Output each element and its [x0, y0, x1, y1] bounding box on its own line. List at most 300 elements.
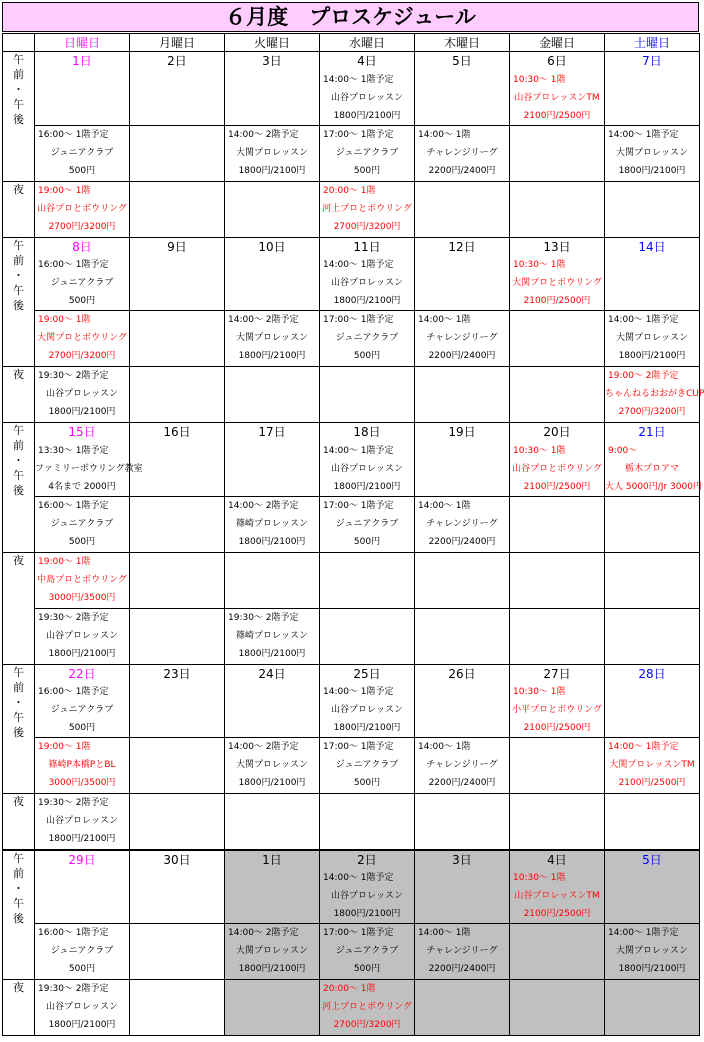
event-line-l1: 16:00～ 1階予定 — [38, 129, 109, 140]
event-line-l1: 14:00～ 2階予定 — [228, 500, 299, 511]
slot-cell — [35, 181, 130, 237]
event-entry — [35, 182, 129, 236]
date-cell: 21日 — [605, 423, 700, 442]
event-line-l2: 大関プロレッスンTM — [609, 760, 695, 770]
event-line-l1: 14:00～ 1階予定 — [323, 872, 394, 883]
event-line-l1: 14:00～ 1階 — [418, 927, 471, 938]
event-line-l2: 河上プロとボウリング — [322, 203, 412, 214]
event-line-l3: 2700円/3200円 — [48, 221, 116, 232]
slot-cell — [130, 923, 225, 979]
event-line-l1: 14:00～ 1階予定 — [323, 260, 394, 270]
date-cell: 2日 — [320, 850, 415, 869]
event-line-l3: 2200円/2400円 — [428, 778, 496, 788]
slot-cell — [130, 869, 225, 924]
date-cell: 13日 — [510, 237, 605, 256]
slot-cell — [605, 71, 700, 126]
slot-cell — [415, 71, 510, 126]
side-char: 後 — [13, 484, 24, 497]
event-line-l2: 山谷プロレッスン — [46, 1001, 118, 1012]
event-entry — [225, 126, 319, 180]
slot-cell — [415, 869, 510, 924]
side-char: 前 — [13, 866, 24, 880]
event-line-l2: チャレンジリーグ — [426, 945, 498, 956]
event-entry — [415, 126, 509, 180]
slot-cell — [225, 71, 320, 126]
event-entry — [35, 924, 129, 978]
event-line-l3: 1800円/2100円 — [238, 963, 306, 974]
side-label-night: 夜 — [3, 979, 35, 1035]
event-line-l2: 大関プロレッスン — [236, 760, 308, 770]
date-cell: 25日 — [320, 664, 415, 683]
side-char: 午 — [13, 896, 24, 910]
slot-cell — [510, 869, 605, 924]
event-line-l2: 大関プロレッスン — [236, 945, 308, 956]
slot-cell — [130, 71, 225, 126]
slot-cell — [35, 608, 130, 664]
event-line-l2: ジュニアクラブ — [335, 147, 399, 158]
event-line-l2: 山谷プロレッスン — [46, 816, 118, 826]
side-label-night: 夜 — [3, 794, 35, 850]
event-entry — [320, 311, 414, 365]
event-line-l1: 14:00～ 1階予定 — [323, 687, 394, 697]
date-cell: 20日 — [510, 423, 605, 442]
event-line-l1: 14:00～ 1階 — [418, 742, 471, 752]
side-label-am-pm — [3, 664, 35, 794]
event-entry — [35, 256, 129, 310]
event-line-l2: 大関プロレッスン — [616, 147, 688, 158]
event-line-l1: 10:30～ 1階 — [513, 872, 566, 883]
event-line-l3: 1800円/2100円 — [333, 110, 401, 121]
slot-cell — [510, 552, 605, 608]
slot-cell — [605, 794, 700, 850]
slot-cell — [225, 367, 320, 423]
event-entry — [35, 311, 129, 365]
event-entry — [605, 924, 699, 978]
slot-cell — [225, 869, 320, 924]
event-entry — [35, 794, 129, 848]
day-header: 日曜日 — [35, 34, 130, 52]
side-char: 後 — [13, 725, 24, 739]
day-header: 木曜日 — [415, 34, 510, 52]
slot-cell — [130, 311, 225, 367]
event-line-l2: 山谷プロレッスン — [331, 463, 403, 474]
side-char: 午 — [13, 283, 24, 297]
slot-cell — [320, 71, 415, 126]
slot-cell — [510, 367, 605, 423]
event-line-l2: ファミリーボウリング教室 — [35, 463, 143, 474]
slot-cell — [225, 794, 320, 850]
event-line-l3: 1800円/2100円 — [618, 165, 686, 176]
event-entry — [225, 609, 319, 663]
event-line-l3: 500円 — [68, 723, 96, 733]
date-cell: 26日 — [415, 664, 510, 683]
event-line-l3: 2200円/2400円 — [428, 536, 496, 547]
event-entry — [35, 683, 129, 737]
slot-cell — [510, 683, 605, 738]
event-entry — [35, 980, 129, 1034]
event-entry — [35, 442, 143, 496]
event-line-l3: 1800円/2100円 — [238, 165, 306, 176]
slot-cell — [605, 608, 700, 664]
slot-cell — [35, 869, 130, 924]
date-cell: 16日 — [130, 423, 225, 442]
slot-cell — [320, 496, 415, 552]
event-line-l3: 1800円/2100円 — [618, 963, 686, 974]
slot-cell — [320, 794, 415, 850]
event-entry — [320, 924, 414, 978]
slot-cell — [415, 496, 510, 552]
event-line-l3: 2100円/2500円 — [523, 723, 591, 733]
event-line-l1: 20:00～ 1階 — [323, 185, 376, 196]
slot-cell — [510, 311, 605, 367]
slot-cell — [605, 869, 700, 924]
event-line-l3: 2700円/3200円 — [618, 407, 686, 417]
slot-cell — [35, 923, 130, 979]
event-line-l1: 14:00～ 1階 — [418, 315, 471, 325]
slot-cell — [130, 738, 225, 794]
date-cell: 22日 — [35, 664, 130, 683]
event-entry — [320, 126, 414, 180]
event-entry — [320, 869, 414, 923]
date-cell: 5日 — [415, 52, 510, 71]
slot-cell — [130, 256, 225, 311]
event-line-l1: 14:00～ 2階予定 — [228, 129, 299, 140]
event-line-l1: 14:00～ 2階予定 — [228, 927, 299, 938]
date-cell: 1日 — [225, 850, 320, 869]
event-line-l3: 2700円/3200円 — [333, 221, 401, 232]
event-line-l2: 篠崎プロレッスン — [236, 518, 308, 529]
slot-cell — [35, 367, 130, 423]
slot-cell — [415, 738, 510, 794]
event-line-l3: 2700円/3200円 — [48, 351, 116, 361]
date-cell: 10日 — [225, 237, 320, 256]
event-line-l1: 14:00～ 1階予定 — [608, 927, 679, 938]
event-line-l2: 山谷プロレッスン — [46, 630, 118, 641]
slot-cell — [225, 608, 320, 664]
event-line-l2: 山谷プロとボウリング — [512, 463, 602, 474]
side-char: 後 — [13, 911, 24, 925]
event-entry — [415, 738, 509, 792]
event-entry — [320, 683, 414, 737]
event-line-l3: 2700円/3200円 — [333, 1019, 401, 1030]
event-line-l2: ジュニアクラブ — [50, 705, 114, 715]
event-line-l3: 2200円/2400円 — [428, 351, 496, 361]
slot-cell — [320, 683, 415, 738]
event-line-l1: 14:00～ 1階予定 — [608, 129, 679, 140]
slot-cell — [605, 552, 700, 608]
date-cell: 8日 — [35, 237, 130, 256]
event-line-l3: 4名まで 2000円 — [48, 481, 116, 492]
event-line-l2: ジュニアクラブ — [335, 760, 399, 770]
day-header: 火曜日 — [225, 34, 320, 52]
slot-cell — [320, 256, 415, 311]
slot-cell — [605, 125, 700, 181]
event-line-l3: 1800円/2100円 — [333, 908, 401, 919]
side-char: 前 — [13, 68, 24, 81]
slot-cell — [510, 738, 605, 794]
slot-cell — [225, 125, 320, 181]
event-entry — [320, 442, 414, 496]
slot-cell — [130, 125, 225, 181]
event-line-l2: 山谷プロレッスンTM — [514, 92, 600, 103]
event-line-l2: 山谷プロレッスン — [331, 705, 403, 715]
slot-cell — [605, 496, 700, 552]
event-line-l3: 2100円/2500円 — [523, 481, 591, 492]
event-line-l1: 10:30～ 1階 — [513, 74, 566, 85]
event-line-l1: 10:30～ 1階 — [513, 260, 566, 270]
event-line-l2: 大関プロとボウリング — [37, 333, 127, 343]
event-line-l3: 500円 — [353, 351, 381, 361]
slot-cell — [35, 683, 130, 738]
event-line-l3: 3000円/3500円 — [48, 778, 116, 788]
event-entry — [35, 738, 129, 792]
date-cell: 14日 — [605, 237, 700, 256]
slot-cell — [35, 125, 130, 181]
date-cell: 5日 — [605, 850, 700, 869]
day-header: 水曜日 — [320, 34, 415, 52]
event-line-l3: 2100円/2500円 — [523, 296, 591, 306]
side-char: 午 — [13, 424, 24, 437]
schedule-table — [2, 33, 704, 1036]
slot-cell — [130, 496, 225, 552]
slot-cell — [320, 442, 415, 497]
slot-cell — [320, 979, 415, 1035]
side-label-am-pm — [3, 52, 35, 182]
event-entry — [225, 311, 319, 365]
slot-cell — [415, 683, 510, 738]
slot-cell — [415, 367, 510, 423]
slot-cell — [415, 552, 510, 608]
event-line-l1: 19:30～ 2階予定 — [38, 612, 109, 623]
event-line-l2: 山谷プロレッスンTM — [514, 890, 600, 901]
event-line-l3: 1800円/2100円 — [238, 778, 306, 788]
event-entry — [320, 182, 414, 236]
event-line-l1: 19:00～ 1階 — [38, 315, 91, 325]
event-line-l1: 20:00～ 1階 — [323, 983, 376, 994]
date-cell: 2日 — [130, 52, 225, 71]
date-cell: 29日 — [35, 850, 130, 869]
event-line-l2: 中島プロとボウリング — [37, 574, 127, 585]
event-entry — [35, 553, 129, 607]
slot-cell — [605, 923, 700, 979]
event-line-l2: 大関プロレッスン — [236, 333, 308, 343]
side-char: 前 — [13, 253, 24, 267]
event-entry — [35, 367, 129, 421]
event-line-l1: 14:00～ 1階予定 — [323, 74, 394, 85]
slot-cell — [320, 608, 415, 664]
slot-cell — [415, 311, 510, 367]
event-line-l3: 1800円/2100円 — [48, 407, 116, 417]
event-entry — [605, 442, 702, 496]
date-cell: 30日 — [130, 850, 225, 869]
side-label-night: 夜 — [3, 367, 35, 423]
side-char: 前 — [13, 439, 24, 452]
side-char: ・ — [13, 881, 24, 895]
event-line-l2: 河上プロとボウリング — [322, 1001, 412, 1012]
slot-cell — [130, 794, 225, 850]
side-char: 午 — [13, 851, 24, 865]
event-line-l3: 2100円/2500円 — [523, 110, 591, 121]
event-line-l2: 山谷プロレッスン — [331, 278, 403, 288]
slot-cell — [225, 552, 320, 608]
side-char: ・ — [13, 695, 24, 709]
date-cell: 4日 — [320, 52, 415, 71]
event-line-l2: ジュニアクラブ — [50, 945, 114, 956]
slot-cell — [130, 367, 225, 423]
side-char: ・ — [13, 454, 24, 467]
slot-cell — [225, 979, 320, 1035]
event-line-l1: 19:00～ 1階 — [38, 742, 91, 752]
date-cell: 18日 — [320, 423, 415, 442]
event-entry — [605, 311, 699, 365]
slot-cell — [35, 496, 130, 552]
event-line-l2: ジュニアクラブ — [335, 518, 399, 529]
slot-cell — [415, 608, 510, 664]
slot-cell — [415, 181, 510, 237]
event-line-l1: 14:00～ 1階 — [418, 500, 471, 511]
event-entry — [320, 980, 414, 1034]
event-line-l1: 10:30～ 1階 — [513, 445, 566, 456]
side-char: ・ — [13, 83, 24, 96]
event-line-l3: 1800円/2100円 — [333, 296, 401, 306]
event-entry — [225, 738, 319, 792]
date-cell: 23日 — [130, 664, 225, 683]
side-char: 午 — [13, 53, 24, 66]
event-entry — [415, 924, 509, 978]
event-line-l1: 16:00～ 1階予定 — [38, 500, 109, 511]
event-entry — [225, 924, 319, 978]
event-line-l2: 栃木プロアマ — [624, 463, 679, 474]
side-char: 午 — [13, 469, 24, 482]
slot-cell — [320, 181, 415, 237]
event-line-l1: 17:00～ 1階予定 — [323, 315, 394, 325]
event-line-l1: 19:00～ 1階 — [38, 185, 91, 196]
slot-cell — [35, 552, 130, 608]
side-label-night: 夜 — [3, 552, 35, 664]
event-line-l3: 500円 — [68, 536, 96, 547]
event-line-l2: チャレンジリーグ — [426, 518, 498, 529]
event-line-l2: 山谷プロレッスン — [46, 389, 118, 399]
slot-cell — [605, 311, 700, 367]
event-line-l3: 大人 5000円/Jr 3000円 — [605, 481, 702, 492]
event-line-l1: 14:00～ 1階予定 — [608, 315, 679, 325]
slot-cell — [605, 979, 700, 1035]
event-line-l1: 17:00～ 1階予定 — [323, 129, 394, 140]
date-cell: 15日 — [35, 423, 130, 442]
slot-cell — [225, 923, 320, 979]
slot-cell — [35, 311, 130, 367]
event-line-l1: 16:00～ 1階予定 — [38, 927, 109, 938]
event-line-l2: 篠崎プロレッスン — [236, 630, 308, 641]
date-cell: 4日 — [510, 850, 605, 869]
event-line-l1: 16:00～ 1階予定 — [38, 687, 109, 697]
event-line-l2: チャレンジリーグ — [426, 147, 498, 158]
event-line-l3: 3000円/3500円 — [48, 592, 116, 603]
side-label-night: 夜 — [3, 181, 35, 237]
slot-cell — [320, 923, 415, 979]
day-header: 月曜日 — [130, 34, 225, 52]
day-header: 金曜日 — [510, 34, 605, 52]
date-cell: 19日 — [415, 423, 510, 442]
event-line-l3: 1800円/2100円 — [238, 351, 306, 361]
slot-cell — [35, 738, 130, 794]
slot-cell — [320, 311, 415, 367]
event-line-l1: 14:00～ 1階予定 — [323, 445, 394, 456]
slot-cell — [415, 794, 510, 850]
event-line-l2: ジュニアクラブ — [335, 945, 399, 956]
slot-cell — [605, 181, 700, 237]
event-line-l1: 14:00～ 1階 — [418, 129, 471, 140]
slot-cell — [510, 71, 605, 126]
event-entry — [35, 126, 129, 180]
event-line-l3: 500円 — [68, 963, 96, 974]
event-line-l1: 9:00～ — [608, 445, 638, 456]
slot-cell — [130, 181, 225, 237]
slot-cell — [605, 442, 700, 497]
event-line-l2: 山谷プロとボウリング — [37, 203, 127, 214]
event-entry — [35, 609, 129, 663]
event-entry — [510, 442, 604, 496]
event-line-l3: 500円 — [353, 963, 381, 974]
date-cell: 12日 — [415, 237, 510, 256]
event-line-l1: 19:30～ 2階予定 — [228, 612, 299, 623]
event-line-l2: チャレンジリーグ — [426, 333, 498, 343]
event-line-l1: 14:00～ 1階予定 — [608, 742, 679, 752]
event-line-l2: ジュニアクラブ — [335, 333, 399, 343]
slot-cell — [320, 367, 415, 423]
event-line-l1: 17:00～ 1階予定 — [323, 742, 394, 752]
slot-cell — [320, 552, 415, 608]
event-line-l2: ちゃんねるおおがきCUP — [605, 389, 704, 399]
page-title: ６月度 プロスケジュール — [2, 2, 699, 32]
side-char: 午 — [13, 238, 24, 252]
slot-cell — [605, 683, 700, 738]
slot-cell — [225, 181, 320, 237]
slot-cell — [415, 979, 510, 1035]
slot-cell — [510, 256, 605, 311]
side-label-am-pm — [3, 237, 35, 367]
event-line-l3: 1800円/2100円 — [48, 1019, 116, 1030]
slot-cell — [510, 608, 605, 664]
slot-cell — [605, 738, 700, 794]
slot-cell — [225, 442, 320, 497]
slot-cell — [35, 794, 130, 850]
event-line-l3: 500円 — [353, 536, 381, 547]
event-entry — [320, 256, 414, 310]
day-header: 土曜日 — [605, 34, 700, 52]
slot-cell — [35, 979, 130, 1035]
event-line-l1: 19:30～ 2階予定 — [38, 371, 109, 381]
slot-cell — [225, 256, 320, 311]
side-char: 前 — [13, 680, 24, 694]
slot-cell — [35, 256, 130, 311]
event-entry — [510, 683, 604, 737]
event-line-l2: 大関プロレッスン — [236, 147, 308, 158]
event-line-l3: 2200円/2400円 — [428, 165, 496, 176]
event-line-l3: 2100円/2500円 — [523, 908, 591, 919]
event-line-l3: 500円 — [353, 778, 381, 788]
event-line-l1: 13:30～ 1階予定 — [38, 445, 109, 456]
side-char: 午 — [13, 665, 24, 679]
side-label-am-pm — [3, 850, 35, 980]
event-line-l2: チャレンジリーグ — [426, 760, 498, 770]
event-entry — [35, 497, 129, 551]
event-line-l3: 1800円/2100円 — [333, 723, 401, 733]
event-entry — [510, 869, 604, 923]
slot-cell — [415, 923, 510, 979]
event-line-l3: 1800円/2100円 — [48, 834, 116, 844]
event-line-l1: 14:00～ 2階予定 — [228, 742, 299, 752]
